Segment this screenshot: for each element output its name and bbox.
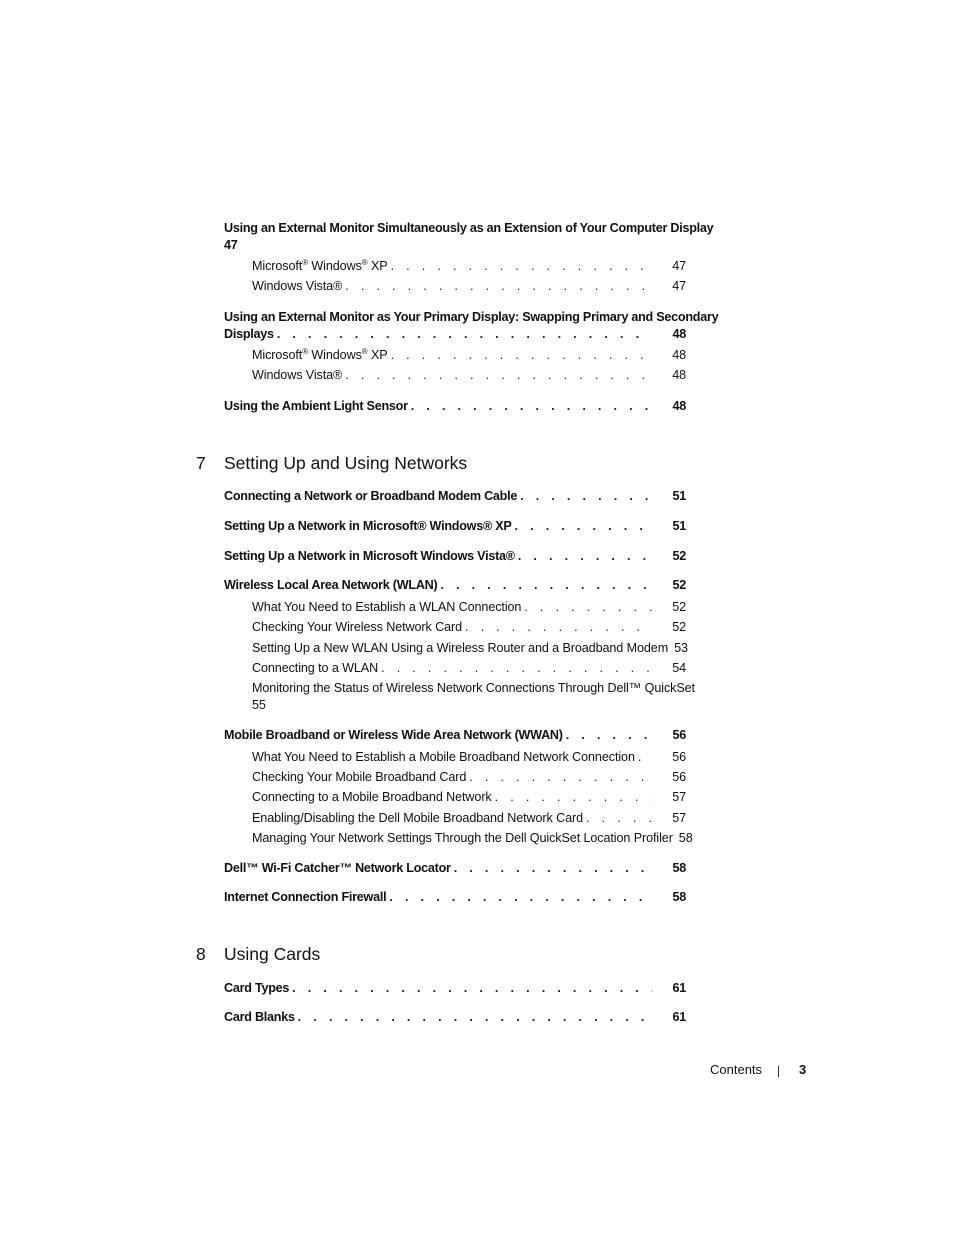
- toc-page-number: 58: [672, 890, 686, 904]
- toc-entry-page: 47: [224, 238, 238, 252]
- dot-leader: [524, 599, 652, 616]
- toc-entry-title: Wireless Local Area Network (WLAN): [224, 577, 440, 594]
- toc-subentry-connect-broadband[interactable]: [252, 789, 686, 806]
- footer-section-label: Contents: [710, 1062, 763, 1077]
- toc-subentry-title: Checking Your Mobile Broadband Card: [252, 769, 469, 786]
- dot-leader: [298, 1009, 652, 1026]
- toc-page-number: 52: [672, 620, 686, 634]
- toc-subentry-connect-wlan[interactable]: [252, 660, 686, 677]
- toc-entry-card-blanks[interactable]: [224, 1009, 686, 1026]
- toc-entry-title: Card Blanks: [224, 1009, 298, 1026]
- toc-entry-title: Internet Connection Firewall: [224, 889, 389, 906]
- toc-subentry-title: Microsoft® Windows® XP: [252, 258, 391, 275]
- toc-subentry-title: Setting Up a New WLAN Using a Wireless Router and a Broadband Modem: [252, 641, 669, 655]
- footer-page-number: 3: [799, 1062, 807, 1077]
- toc-page-number: 51: [672, 519, 686, 533]
- toc-subentry-new-wlan[interactable]: [252, 640, 712, 657]
- toc-entry-title: Mobile Broadband or Wireless Wide Area Network (WWAN): [224, 727, 566, 744]
- toc-subentry-monitor-status[interactable]: [252, 680, 712, 714]
- dot-leader: [292, 980, 652, 997]
- toc-subentry-title: Windows Vista®: [252, 367, 345, 384]
- toc-page-number: 52: [672, 578, 686, 592]
- dot-leader: [520, 488, 652, 505]
- toc-subentry-wireless-card[interactable]: [252, 619, 686, 636]
- toc-subentry-location-profiler[interactable]: [252, 830, 712, 847]
- dot-leader: [465, 619, 652, 636]
- toc-subentry-title: What You Need to Establish a Mobile Broadband Network Connection: [252, 749, 638, 766]
- toc-entry-title: Using an External Monitor as Your Primary Display: Swapping Primary and Secondary: [224, 310, 719, 324]
- toc-entry-ambient-light-sensor[interactable]: [224, 398, 686, 415]
- toc-entry-title: Setting Up a Network in Microsoft Windows Vista®: [224, 548, 518, 565]
- chapter-title: Using Cards: [224, 944, 321, 964]
- toc-page-number: 58: [672, 861, 686, 875]
- toc-page-number: 55: [252, 698, 266, 712]
- dot-leader: [381, 660, 652, 677]
- toc-entry-primary-display[interactable]: [224, 309, 719, 343]
- toc-subentry-broadband-card[interactable]: [252, 769, 686, 786]
- toc-entry-wifi-catcher[interactable]: [224, 860, 686, 877]
- toc-subentry-windows-xp[interactable]: [252, 258, 686, 275]
- toc-subentry-broadband-requirements[interactable]: [252, 749, 686, 766]
- toc-page-number: 56: [672, 770, 686, 784]
- toc-entry-title: Connecting a Network or Broadband Modem Cable: [224, 488, 520, 505]
- toc-subentry-title: Enabling/Disabling the Dell Mobile Broadband Network Card: [252, 810, 586, 827]
- dot-leader: [515, 518, 652, 535]
- toc-entry-title: Card Types: [224, 980, 292, 997]
- dot-leader: [518, 548, 652, 565]
- toc-page-number: 52: [672, 549, 686, 563]
- toc-entry-wwan[interactable]: [224, 727, 686, 744]
- toc-subentry-title: Microsoft® Windows® XP: [252, 347, 391, 364]
- dot-leader: [277, 326, 652, 343]
- toc-entry-wlan[interactable]: [224, 577, 686, 594]
- toc-entry-title: Using an External Monitor Simultaneously as an Extension of Your Computer Display: [224, 221, 714, 235]
- toc-page-number: 56: [672, 750, 686, 764]
- toc-page-number: 58: [678, 831, 693, 845]
- toc-page-number: 47: [672, 279, 686, 293]
- toc-entry-extension-display[interactable]: [224, 220, 714, 254]
- toc-page-number: 52: [672, 600, 686, 614]
- dot-leader: [440, 577, 652, 594]
- toc-subentry-title: Managing Your Network Settings Through the Dell QuickSet Location Profiler: [252, 831, 673, 845]
- dot-leader: [345, 278, 652, 295]
- toc-entry-card-types[interactable]: [224, 980, 686, 997]
- dot-leader: [345, 367, 652, 384]
- toc-subentry-wlan-requirements[interactable]: [252, 599, 686, 616]
- page-footer: [710, 1062, 807, 1077]
- chapter-heading-7[interactable]: [196, 452, 467, 474]
- toc-entry-network-xp[interactable]: [224, 518, 686, 535]
- toc-page-number: 57: [672, 790, 686, 804]
- toc-page-number: 48: [672, 348, 686, 362]
- toc-page-number: 51: [672, 489, 686, 503]
- toc-page-number: 56: [672, 728, 686, 742]
- dot-leader: [566, 727, 652, 744]
- dot-leader: [638, 749, 652, 766]
- toc-page-number: 54: [672, 661, 686, 675]
- dot-leader: [469, 769, 652, 786]
- toc-page-number: 57: [672, 811, 686, 825]
- toc-subentry-windows-xp[interactable]: [252, 347, 686, 364]
- toc-page-number: 48: [672, 399, 686, 413]
- toc-subentry-title: Windows Vista®: [252, 278, 345, 295]
- dot-leader: [586, 810, 652, 827]
- toc-subentry-enable-disable-card[interactable]: [252, 810, 686, 827]
- toc-entry-title: Using the Ambient Light Sensor: [224, 398, 411, 415]
- toc-entry-firewall[interactable]: [224, 889, 686, 906]
- toc-entry-network-vista[interactable]: [224, 548, 686, 565]
- dot-leader: [411, 398, 652, 415]
- toc-entry-title: Dell™ Wi-Fi Catcher™ Network Locator: [224, 860, 454, 877]
- chapter-heading-8[interactable]: [196, 943, 320, 965]
- toc-entry-title-continued: Displays: [224, 326, 277, 343]
- toc-subentry-title: Connecting to a Mobile Broadband Network: [252, 789, 495, 806]
- dot-leader: [495, 789, 652, 806]
- toc-page-number: 48: [672, 368, 686, 382]
- dot-leader: [391, 258, 652, 275]
- chapter-number: 8: [196, 944, 206, 964]
- toc-subentry-title: Connecting to a WLAN: [252, 660, 381, 677]
- footer-divider: [778, 1066, 779, 1077]
- toc-page-number: 61: [672, 981, 686, 995]
- dot-leader: [391, 347, 652, 364]
- toc-page-number: 48: [672, 327, 686, 341]
- toc-page-number: 53: [674, 641, 688, 655]
- toc-subentry-title: Monitoring the Status of Wireless Network Connections Through Dell™ QuickSet: [252, 681, 695, 695]
- chapter-title: Setting Up and Using Networks: [224, 453, 468, 473]
- toc-subentry-windows-vista[interactable]: [252, 367, 686, 384]
- toc-subentry-title: Checking Your Wireless Network Card: [252, 619, 465, 636]
- toc-page-number: 61: [672, 1010, 686, 1024]
- toc-subentry-title: What You Need to Establish a WLAN Connection: [252, 599, 524, 616]
- chapter-number: 7: [196, 453, 206, 473]
- dot-leader: [454, 860, 652, 877]
- toc-entry-title: Setting Up a Network in Microsoft® Windows® XP: [224, 518, 515, 535]
- toc-entry-network-cable[interactable]: [224, 488, 686, 505]
- dot-leader: [389, 889, 652, 906]
- toc-subentry-windows-vista[interactable]: [252, 278, 686, 295]
- toc-page-number: 47: [672, 259, 686, 273]
